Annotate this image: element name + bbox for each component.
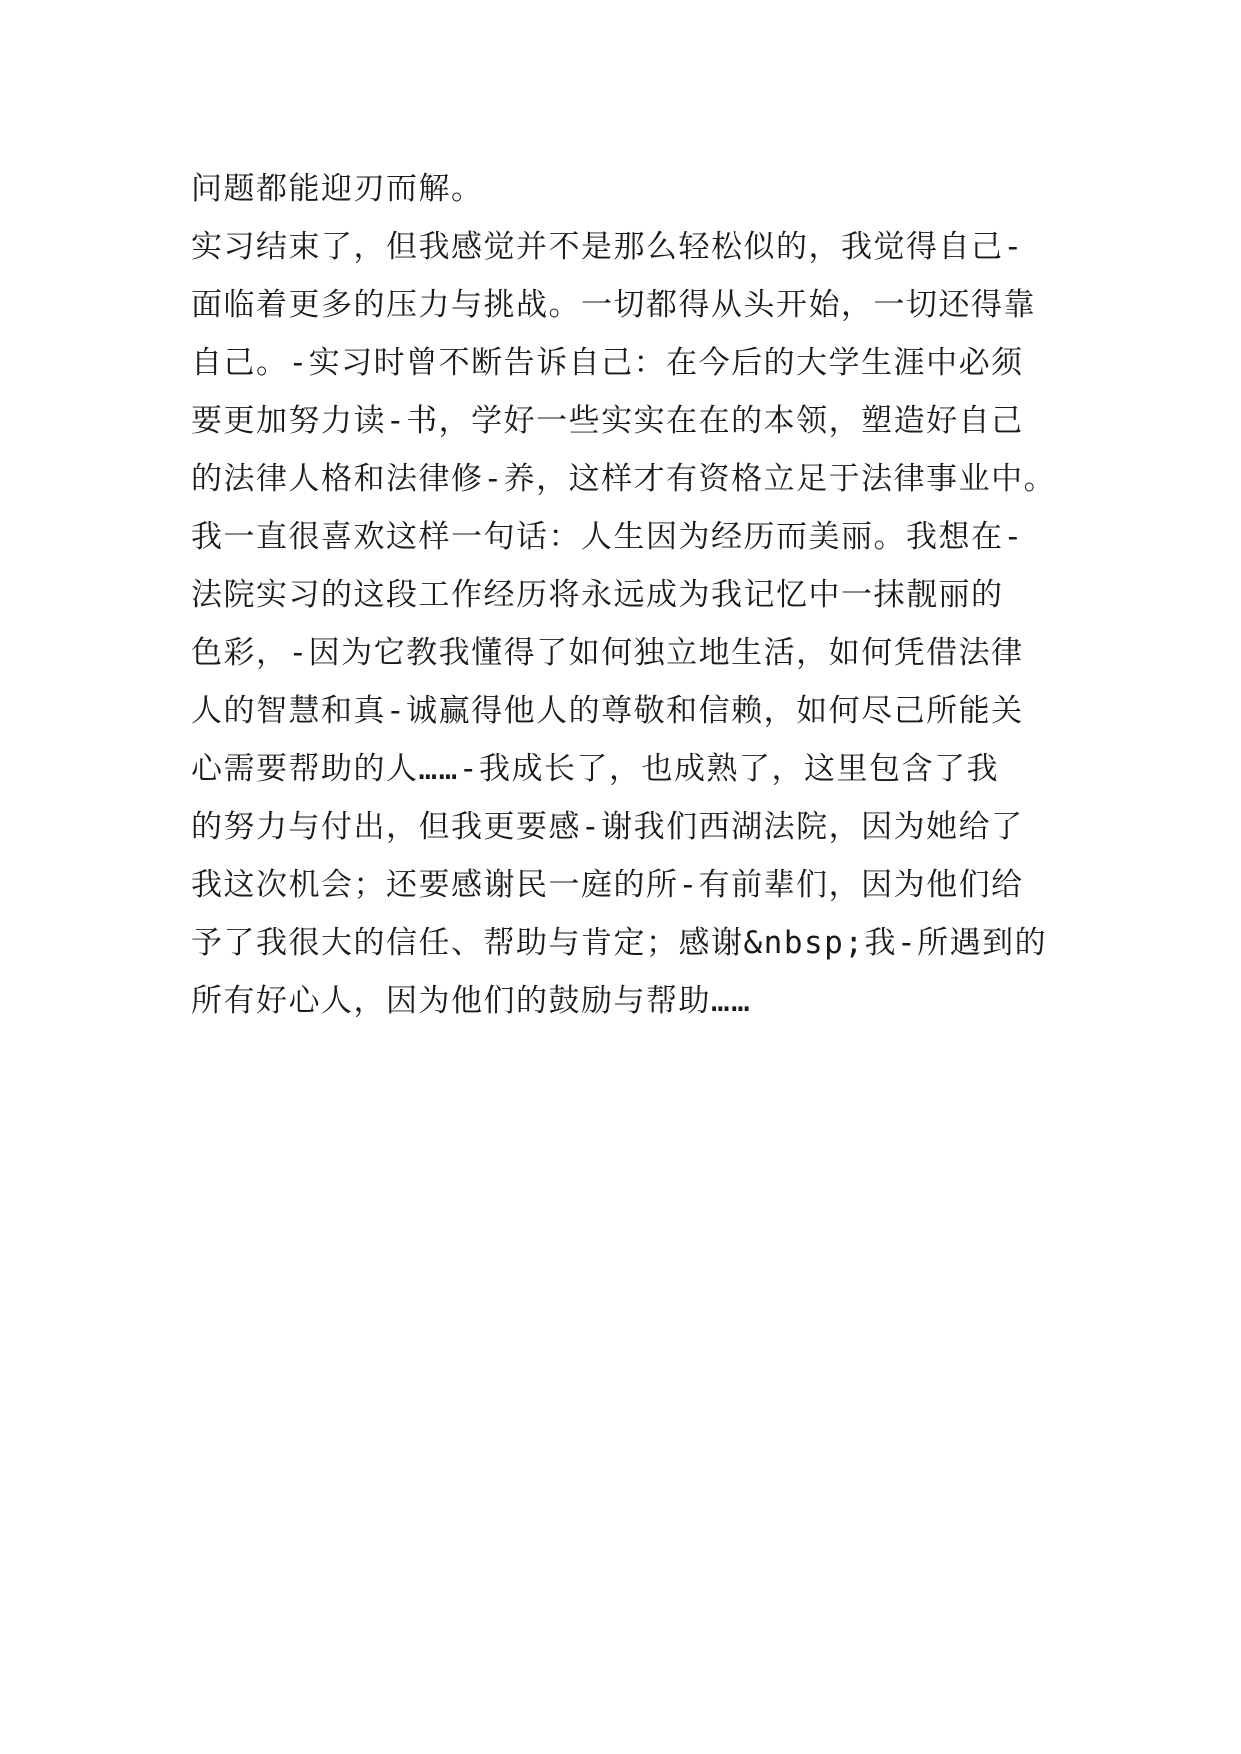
text-line: 人的智慧和真-诚赢得他人的尊敬和信赖，如何尽己所能关 bbox=[191, 693, 1024, 729]
text-line: 实习结束了，但我感觉并不是那么轻松似的，我觉得自己- bbox=[191, 229, 1024, 265]
text-line: 我这次机会；还要感谢民一庭的所-有前辈们，因为他们给 bbox=[191, 867, 1024, 903]
text-line: 所有好心人，因为他们的鼓励与帮助…… bbox=[191, 983, 752, 1019]
text-line: 色彩，-因为它教我懂得了如何独立地生活，如何凭借法律 bbox=[191, 635, 1024, 671]
text-line: 的法律人格和法律修-养，这样才有资格立足于法律事业中。 bbox=[191, 461, 1057, 497]
body-text bbox=[191, 160, 1091, 1030]
text-line: 我一直很喜欢这样一句话：人生因为经历而美丽。我想在- bbox=[191, 519, 1024, 555]
text-line: 的努力与付出，但我更要感-谢我们西湖法院，因为她给了 bbox=[191, 809, 1024, 845]
text-line: 面临着更多的压力与挑战。一切都得从头开始，一切还得靠 bbox=[191, 287, 1036, 323]
text-line: 要更加努力读-书，学好一些实实在在的本领，塑造好自己 bbox=[191, 403, 1024, 439]
text-line: 予了我很大的信任、帮助与肯定；感谢&nbsp;我-所遇到的 bbox=[191, 925, 1048, 961]
text-line: 自己。-实习时曾不断告诉自己：在今后的大学生涯中必须 bbox=[191, 345, 1024, 381]
text-line: 心需要帮助的人……-我成长了，也成熟了，这里包含了我 bbox=[191, 751, 999, 787]
text-line: 法院实习的这段工作经历将永远成为我记忆中一抹靓丽的 bbox=[191, 577, 1004, 613]
text-line: 问题都能迎刃而解。 bbox=[191, 171, 484, 207]
